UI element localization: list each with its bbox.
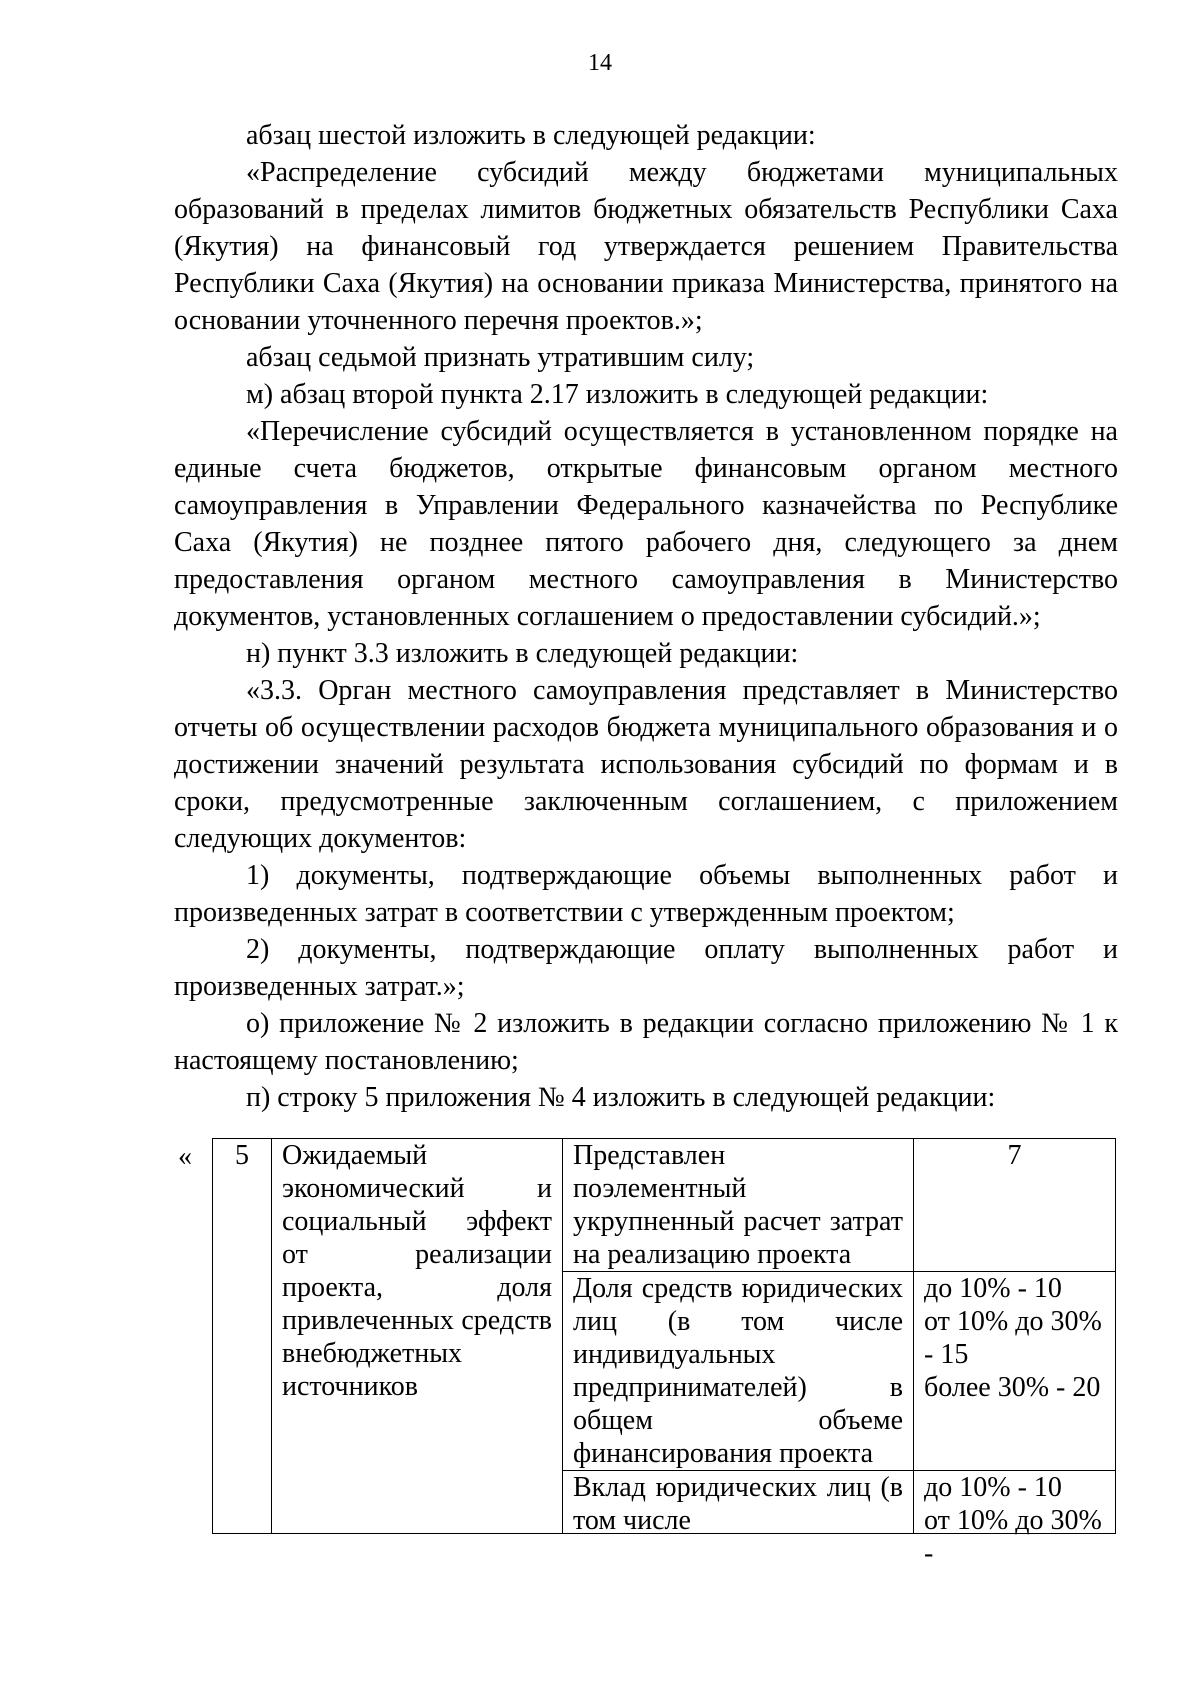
- appendix-table-block: [174, 1138, 1118, 1578]
- paragraph: «3.3. Орган местного самоуправления представляет в Министерство отчеты об осуществлении расходов бюджета муниципального образования и о достижении значений результата использования субсидий по формам и в сроки, предусмотренные заключенным соглашением, с приложением следующих документов:: [174, 675, 1118, 854]
- score-line: от 10% до 30% - 15: [924, 1306, 1102, 1370]
- row-number-cell: 5: [213, 1139, 272, 1534]
- score-cell: [914, 1272, 1116, 1471]
- score-line: до 10% - 10: [924, 1273, 1062, 1304]
- paragraph: «Распределение субсидий между бюджетами муниципальных образований в пределах лимитов бюджетных обязательств Республики Саха (Якутия) на финансовый год утверждается решением Правительства Республики Саха (Якутия) на основании приказа Министерства, принятого на основании уточненного перечня проектов.»;: [174, 157, 1118, 336]
- paragraph: о) приложение № 2 изложить в редакции согласно приложению № 1 к настоящему постановлению;: [174, 1008, 1118, 1076]
- paragraph: н) пункт 3.3 изложить в следующей редакции:: [246, 638, 799, 669]
- paragraph: 1) документы, подтверждающие объемы выполненных работ и произведенных затрат в соответствии с утвержденным проектом;: [174, 860, 1118, 928]
- score-cell: [914, 1471, 1116, 1569]
- indicator-text: Вклад юридических лиц (в том числе: [573, 1472, 903, 1536]
- indicator-cell: [563, 1471, 914, 1534]
- criterion-cell: Ожидаемый экономический и социальный эффект от реализации проекта, доля привлеченных средств внебюджетных источников: [272, 1139, 563, 1534]
- score-line: 7: [1007, 1140, 1022, 1171]
- paragraph: м) абзац второй пункта 2.17 изложить в следующей редакции:: [246, 379, 989, 410]
- score-cell: [914, 1139, 1116, 1272]
- page-number: 14: [588, 50, 612, 76]
- indicator-cell: Доля средств юридических лиц (в том числе индивидуальных предпринимателей) в общем объеме финансирования проекта: [563, 1272, 914, 1471]
- score-line: до 10% - 10: [924, 1472, 1062, 1503]
- table-row: [213, 1139, 1116, 1272]
- paragraph: п) строку 5 приложения № 4 изложить в следующей редакции:: [246, 1082, 996, 1113]
- score-lines: [924, 1471, 1105, 1569]
- appendix-table: [212, 1138, 1116, 1569]
- opening-quote-mark: «: [178, 1141, 192, 1172]
- paragraph: 2) документы, подтверждающие оплату выполненных работ и произведенных затрат.»;: [174, 934, 1118, 1002]
- paragraph: абзац седьмой признать утратившим силу;: [246, 342, 755, 373]
- document-body: [174, 117, 1118, 1116]
- indicator-cell: Представлен поэлементный укрупненный расчет затрат на реализацию проекта: [563, 1139, 914, 1272]
- score-line: от 10% до 30% -: [924, 1505, 1102, 1569]
- paragraph: абзац шестой изложить в следующей редакции:: [246, 120, 816, 151]
- paragraph: «Перечисление субсидий осуществляется в установленном порядке на единые счета бюджетов, открытые финансовым органом местного самоуправления в Управлении Федерального казначейства по Республике Саха (Якутия) не позднее пятого рабочего дня, следующего за днем предоставления органом местного самоуправления в Министерство документов, установленных соглашением о предоставлении субсидий.»;: [174, 416, 1118, 632]
- score-line: более 30% - 20: [924, 1372, 1101, 1403]
